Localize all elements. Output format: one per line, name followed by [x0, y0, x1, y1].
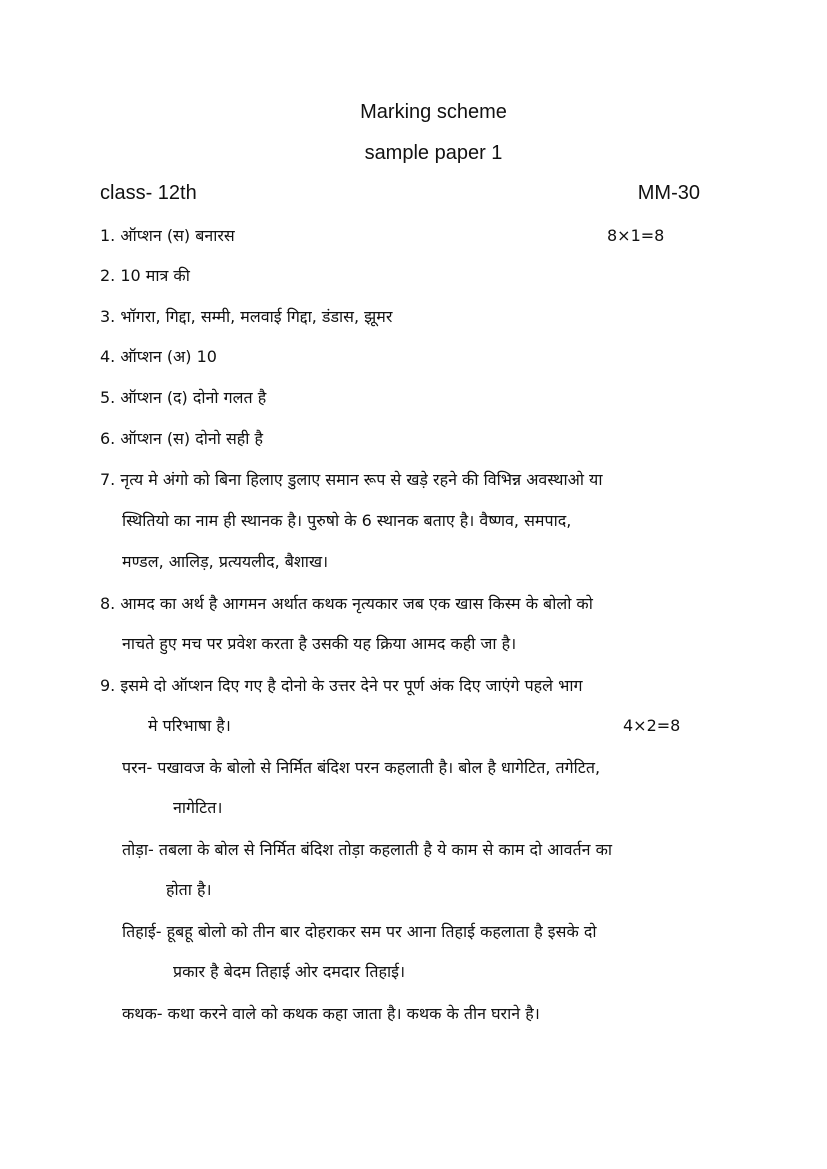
answer-6: 6. ऑप्शन (स) दोनो सही है — [100, 429, 263, 448]
class-label: class- 12th — [100, 182, 197, 204]
answer-4: 4. ऑप्शन (अ) 10 — [100, 347, 217, 366]
answer-7-line-2: स्थितियो का नाम ही स्थानक है। पुरुषो के 6 स्थानक बताए है। वैष्णव, समपाद, — [122, 511, 572, 530]
toda-line-2: होता है। — [166, 880, 212, 899]
paran-line-1: परन- पखावज के बोलो से निर्मित बंदिश परन कहलाती है। बोल है धागेटित, तगेटित, — [122, 758, 601, 777]
answer-8-line-2: नाचते हुए मच पर प्रवेश करता है उसकी यह क्रिया आमद कही जा है। — [122, 634, 517, 653]
document-title: Marking scheme — [360, 101, 507, 123]
answer-9-line-2: मे परिभाषा है। — [148, 716, 231, 735]
tihai-line-1: तिहाई- हूबहू बोलो को तीन बार दोहराकर सम पर आना तिहाई कहलाता है इसके दो — [122, 922, 597, 941]
tihai-line-2: प्रकार है बेदम तिहाई ओर दमदार तिहाई। — [173, 962, 406, 981]
document-subtitle: sample paper 1 — [364, 142, 503, 164]
paran-line-2: नागेटित। — [173, 798, 223, 817]
answer-3: 3. भॉगरा, गिद्दा, सम्मी, मलवाई गिद्दा, डंडास, झूमर — [100, 307, 393, 326]
max-marks: MM-30 — [637, 182, 700, 204]
answer-9-line-1: 9. इसमे दो ऑप्शन दिए गए है दोनो के उत्तर देने पर पूर्ण अंक दिए जाएंगे पहले भाग — [100, 676, 583, 695]
answer-1: 1. ऑप्शन (स) बनारस — [100, 226, 235, 245]
answer-9-marks: 4×2=8 — [623, 716, 681, 735]
toda-line-1: तोड़ा- तबला के बोल से निर्मित बंदिश तोड़ा कहलाती है ये काम से काम दो आवर्तन का — [122, 840, 613, 859]
kathak-line-1: कथक- कथा करने वाले को कथक कहा जाता है। कथक के तीन घराने है। — [122, 1004, 540, 1023]
answer-1-marks: 8×1=8 — [607, 226, 665, 245]
answer-7-line-1: 7. नृत्य मे अंगो को बिना हिलाए डुलाए समान रूप से खड़े रहने की विभिन्न अवस्थाओ या — [100, 470, 603, 489]
answer-8-line-1: 8. आमद का अर्थ है आगमन अर्थात कथक नृत्यकार जब एक खास किस्म के बोलो को — [100, 594, 593, 613]
answer-2: 2. 10 मात्र की — [100, 266, 190, 285]
answer-7-line-3: मण्डल, आलिड़, प्रत्ययलीद, बैशाख। — [122, 552, 329, 571]
header-meta-row — [100, 182, 700, 205]
answer-5: 5. ऑप्शन (द) दोनो गलत है — [100, 388, 267, 407]
